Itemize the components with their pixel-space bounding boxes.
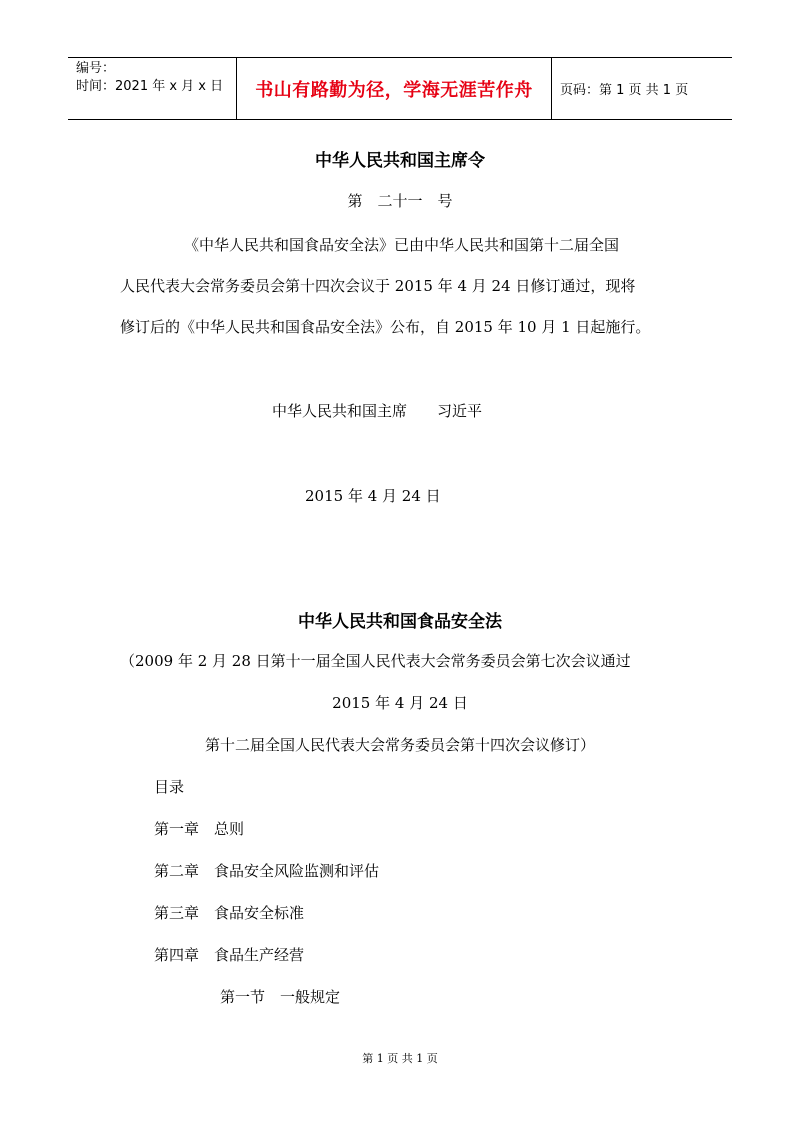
- toc-item: 第一章 总则: [154, 820, 245, 838]
- header-divider: [551, 58, 552, 119]
- law-title: 中华人民共和国食品安全法: [298, 612, 502, 632]
- toc-item: 第一节 一般规定: [220, 988, 341, 1006]
- order-title: 中华人民共和国主席令: [315, 151, 485, 171]
- header-motto: 书山有路勤为径，学海无涯苦作舟: [255, 79, 533, 101]
- page-footer: 第 1 页 共 1 页: [362, 1052, 438, 1065]
- order-paragraph-line: 《中华人民共和国食品安全法》已由中华人民共和国第十二届全国: [184, 236, 620, 254]
- order-paragraph-line: 人民代表大会常务委员会第十四次会议于 2015 年 4 月 24 日修订通过，现将: [120, 277, 636, 295]
- toc-title: 目录: [154, 778, 185, 796]
- document-time-label: 时间：2021 年 x 月 x 日: [76, 79, 224, 94]
- toc-item: 第四章 食品生产经营: [154, 946, 305, 964]
- law-adoption-line: （2009 年 2 月 28 日第十一届全国人民代表大会常务委员会第七次会议通过: [120, 652, 631, 670]
- order-number: 第 二十一 号: [347, 192, 453, 210]
- law-adoption-line: 第十二届全国人民代表大会常务委员会第十四次会议修订）: [204, 736, 595, 754]
- law-adoption-line: 2015 年 4 月 24 日: [332, 694, 468, 712]
- document-number-label: 编号：: [76, 61, 116, 76]
- order-paragraph-line: 修订后的《中华人民共和国食品安全法》公布，自 2015 年 10 月 1 日起施行。: [120, 318, 651, 336]
- toc-item: 第二章 食品安全风险监测和评估: [154, 862, 380, 880]
- header-page-label: 页码：第 1 页 共 1 页: [560, 83, 689, 98]
- header-meta: [76, 60, 223, 96]
- toc-item: 第三章 食品安全标准: [154, 904, 305, 922]
- order-date: 2015 年 4 月 24 日: [305, 487, 441, 505]
- page-header: [68, 57, 732, 120]
- order-signature: 中华人民共和国主席 习近平: [272, 402, 483, 420]
